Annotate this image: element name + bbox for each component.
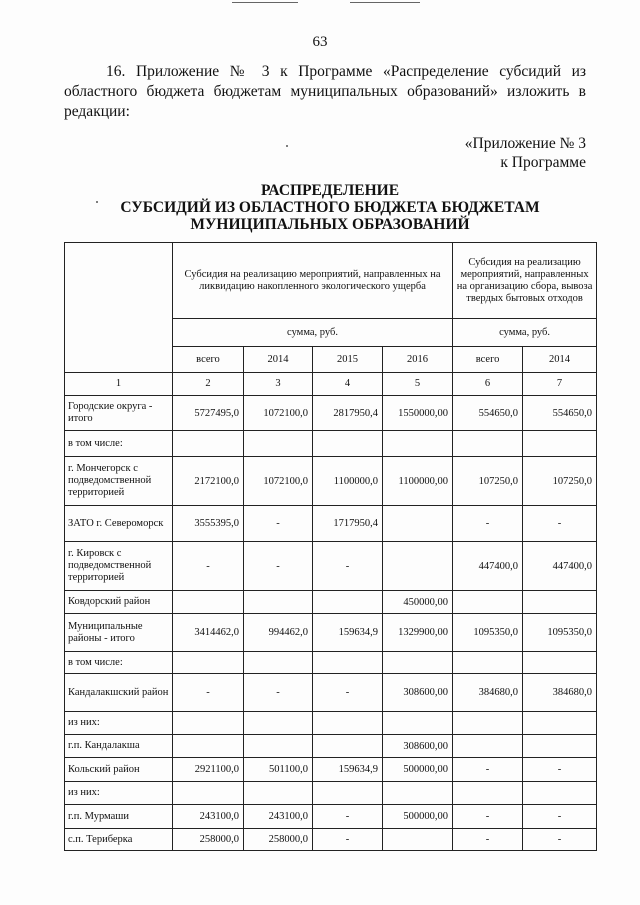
value-cell: 5727495,0 [173, 396, 244, 431]
value-cell [523, 591, 597, 614]
value-cell: 1095350,0 [453, 614, 523, 652]
value-cell [523, 782, 597, 805]
value-cell: 107250,0 [523, 457, 597, 506]
value-cell: 107250,0 [453, 457, 523, 506]
value-cell: 258000,0 [244, 829, 313, 851]
value-cell [383, 652, 453, 674]
subheader-2014: 2014 [244, 347, 313, 373]
value-cell [313, 431, 383, 457]
value-cell [523, 652, 597, 674]
value-cell [453, 782, 523, 805]
value-cell: 1072100,0 [244, 457, 313, 506]
value-cell: - [453, 805, 523, 829]
col-number: 1 [65, 373, 173, 396]
value-cell: 1550000,00 [383, 396, 453, 431]
table-row [65, 735, 597, 758]
row-label: г. Мончегорск с подведомственной территорией [65, 457, 173, 506]
value-cell [244, 735, 313, 758]
value-cell: 2921100,0 [173, 758, 244, 782]
row-label: Кольский район [65, 758, 173, 782]
value-cell: - [173, 674, 244, 712]
col-number: 3 [244, 373, 313, 396]
value-cell: 1072100,0 [244, 396, 313, 431]
value-cell [173, 782, 244, 805]
value-cell [383, 782, 453, 805]
row-label: из них: [65, 712, 173, 735]
value-cell: - [523, 805, 597, 829]
value-cell: 2172100,0 [173, 457, 244, 506]
row-label: г. Кировск с подведомственной территорией [65, 542, 173, 591]
value-cell [313, 782, 383, 805]
scan-speck [286, 145, 288, 147]
value-cell [383, 506, 453, 542]
title-line-2: СУБСИДИЙ ИЗ ОБЛАСТНОГО БЮДЖЕТА БЮДЖЕТАМ [120, 199, 540, 216]
value-cell: 308600,00 [383, 674, 453, 712]
row-label: с.п. Териберка [65, 829, 173, 851]
appendix-reference [465, 134, 586, 172]
value-cell: 159634,9 [313, 614, 383, 652]
col-number: 7 [523, 373, 597, 396]
col-number: 6 [453, 373, 523, 396]
table-row [65, 674, 597, 712]
value-cell [383, 829, 453, 851]
subheader-2015: 2015 [313, 347, 383, 373]
table-row [65, 506, 597, 542]
appendix-line-2: к Программе [500, 154, 586, 171]
table-row [65, 829, 597, 851]
col-number: 5 [383, 373, 453, 396]
value-cell: - [313, 674, 383, 712]
title-line-1: РАСПРЕДЕЛЕНИЕ [260, 182, 400, 199]
value-cell: - [313, 829, 383, 851]
value-cell: - [244, 542, 313, 591]
value-cell: - [453, 829, 523, 851]
value-cell: 243100,0 [244, 805, 313, 829]
value-cell: 384680,0 [453, 674, 523, 712]
value-cell [313, 735, 383, 758]
value-cell [244, 431, 313, 457]
value-cell: 258000,0 [173, 829, 244, 851]
value-cell: - [173, 542, 244, 591]
value-cell: 447400,0 [453, 542, 523, 591]
value-cell: 554650,0 [453, 396, 523, 431]
header-row-groups [65, 243, 597, 319]
value-cell [173, 431, 244, 457]
value-cell: - [523, 506, 597, 542]
table-row [65, 614, 597, 652]
value-cell: - [244, 506, 313, 542]
table-row [65, 542, 597, 591]
value-cell: 447400,0 [523, 542, 597, 591]
value-cell: 554650,0 [523, 396, 597, 431]
value-cell [523, 735, 597, 758]
value-cell: - [244, 674, 313, 712]
value-cell: 159634,9 [313, 758, 383, 782]
row-label: Городские округа - итого [65, 396, 173, 431]
unit-header-2: сумма, руб. [453, 319, 597, 347]
value-cell [523, 712, 597, 735]
table-row [65, 396, 597, 431]
row-label: из них: [65, 782, 173, 805]
row-label: Муниципальные районы - итого [65, 614, 173, 652]
table-row [65, 712, 597, 735]
col-number: 4 [313, 373, 383, 396]
value-cell [173, 652, 244, 674]
subsidy-distribution-table [64, 242, 597, 851]
value-cell: - [453, 758, 523, 782]
value-cell: 3414462,0 [173, 614, 244, 652]
value-cell [173, 712, 244, 735]
value-cell [523, 431, 597, 457]
value-cell [244, 652, 313, 674]
amendment-paragraph [64, 62, 586, 122]
value-cell: 1100000,00 [383, 457, 453, 506]
table-row [65, 782, 597, 805]
value-cell [453, 712, 523, 735]
subheader-2014-b: 2014 [523, 347, 597, 373]
subheader-total-2: всего [453, 347, 523, 373]
paragraph-line-1: 16. Приложение № 3 к Программе «Распределение субсидий из областного бюджета бюджетам муниципальных образований» изложить в редакции: [64, 63, 586, 120]
appendix-line-1: «Приложение № 3 [464, 135, 586, 152]
value-cell: - [453, 506, 523, 542]
value-cell: 243100,0 [173, 805, 244, 829]
value-cell: 450000,00 [383, 591, 453, 614]
document-title [64, 182, 596, 233]
value-cell [313, 652, 383, 674]
value-cell [244, 782, 313, 805]
value-cell [244, 591, 313, 614]
table-row [65, 652, 597, 674]
value-cell: - [523, 829, 597, 851]
table-row [65, 805, 597, 829]
value-cell: 500000,00 [383, 758, 453, 782]
value-cell: 994462,0 [244, 614, 313, 652]
value-cell [453, 735, 523, 758]
subheader-2016: 2016 [383, 347, 453, 373]
group1-header: Субсидия на реализацию мероприятий, направленных на ликвидацию накопленного экологического ущерба [173, 243, 453, 319]
value-cell [453, 591, 523, 614]
value-cell [383, 431, 453, 457]
value-cell: - [313, 542, 383, 591]
table-row [65, 591, 597, 614]
value-cell: - [313, 805, 383, 829]
page-number: 63 [312, 34, 328, 50]
value-cell [244, 712, 313, 735]
group2-header: Субсидия на реализацию мероприятий, направленных на организацию сбора, вывоза твердых бытовых отходов [453, 243, 597, 319]
value-cell: 500000,00 [383, 805, 453, 829]
row-label: г.п. Кандалакша [65, 735, 173, 758]
value-cell: 1095350,0 [523, 614, 597, 652]
value-cell [173, 591, 244, 614]
row-label: ЗАТО г. Североморск [65, 506, 173, 542]
unit-header-1: сумма, руб. [173, 319, 453, 347]
value-cell: 1329900,00 [383, 614, 453, 652]
value-cell [453, 652, 523, 674]
value-cell: - [523, 758, 597, 782]
value-cell [453, 431, 523, 457]
row-label: Ковдорский район [65, 591, 173, 614]
value-cell: 1100000,0 [313, 457, 383, 506]
value-cell [383, 712, 453, 735]
row-label: г.п. Мурмаши [65, 805, 173, 829]
value-cell [173, 735, 244, 758]
row-label: в том числе: [65, 652, 173, 674]
title-line-3: МУНИЦИПАЛЬНЫХ ОБРАЗОВАНИЙ [190, 216, 470, 233]
subheader-total-1: всего [173, 347, 244, 373]
value-cell [313, 712, 383, 735]
value-cell [313, 591, 383, 614]
column-number-row [65, 373, 597, 396]
value-cell: 1717950,4 [313, 506, 383, 542]
value-cell: 308600,00 [383, 735, 453, 758]
header-corner-cell [65, 243, 173, 373]
table-row [65, 431, 597, 457]
col-number: 2 [173, 373, 244, 396]
value-cell [383, 542, 453, 591]
value-cell: 384680,0 [523, 674, 597, 712]
value-cell: 501100,0 [244, 758, 313, 782]
row-label: Кандалакшский район [65, 674, 173, 712]
scan-marks [232, 0, 422, 6]
table-row [65, 758, 597, 782]
value-cell: 3555395,0 [173, 506, 244, 542]
table-row [65, 457, 597, 506]
row-label: в том числе: [65, 431, 173, 457]
value-cell: 2817950,4 [313, 396, 383, 431]
